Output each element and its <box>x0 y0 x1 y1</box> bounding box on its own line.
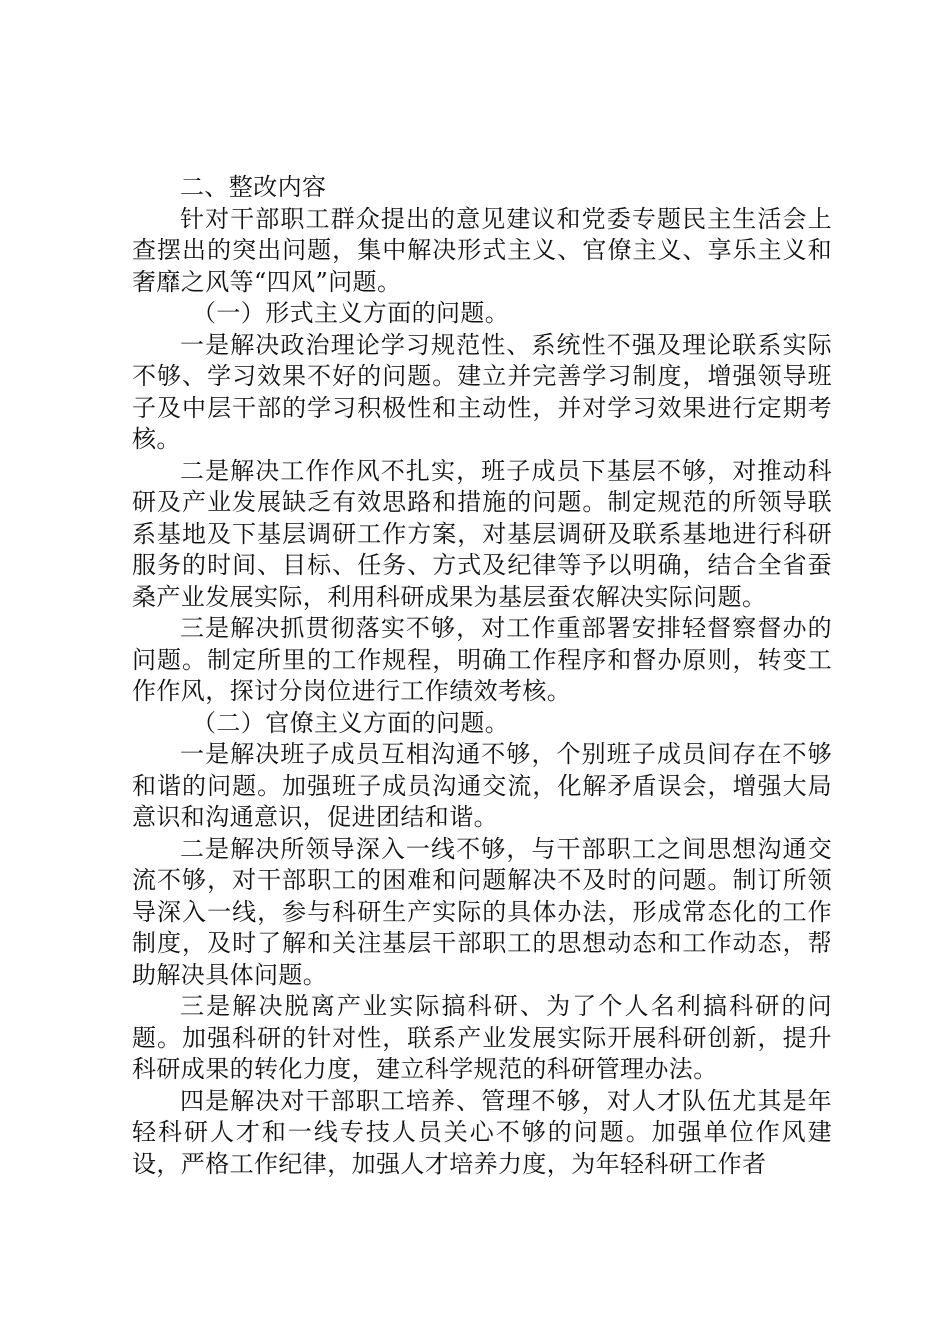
part1-item-3: 三是解决抓贯彻落实不够，对工作重部署安排轻督察督办的问题。制定所里的工作规程，明确工作程序和督办原则，转变工作作风，探讨分岗位进行工作绩效考核。 <box>132 614 832 705</box>
part2-title: （二）官僚主义方面的问题。 <box>192 708 510 737</box>
section-title: 二、整改内容 <box>180 173 327 201</box>
part2-item-3: 三是解决脱离产业实际搞科研、为了个人名利搞科研的问题。加强科研的针对性，联系产业发展实际开展科研创新，提升科研成果的转化力度，建立科学规范的科研管理办法。 <box>132 992 832 1083</box>
part2-item-2: 二是解决所领导深入一线不够，与干部职工之间思想沟通交流不够，对干部职工的困难和问题解决不及时的问题。制订所领导深入一线，参与科研生产实际的具体办法，形成常态化的工作制度，及时了解和关注基层干部职工的思想动态和工作动态，帮助解决具体问题。 <box>132 834 832 989</box>
part2-item-1: 一是解决班子成员互相沟通不够，个别班子成员间存在不够和谐的问题。加强班子成员沟通交流，化解矛盾误会，增强大局意识和沟通意识，促进团结和谐。 <box>132 740 832 831</box>
part1-item-2: 二是解决工作作风不扎实，班子成员下基层不够，对推动科研及产业发展缺乏有效思路和措施的问题。制定规范的所领导联系基地及下基层调研工作方案，对基层调研及联系基地进行科研服务的时间、目标、任务、方式及纪律等予以明确，结合全省蚕桑产业发展实际，利用科研成果为基层蚕农解决实际问题。 <box>132 456 832 611</box>
part1-item-1: 一是解决政治理论学习规范性、系统性不强及理论联系实际不够、学习效果不好的问题。建立并完善学习制度，增强领导班子及中层干部的学习积极性和主动性，并对学习效果进行定期考核。 <box>132 330 832 453</box>
document-body <box>132 172 832 1180</box>
part2-item-4: 四是解决对干部职工培养、管理不够，对人才队伍尤其是年轻科研人才和一线专技人员关心不够的问题。加强单位作风建设，严格工作纪律，加强人才培养力度，为年轻科研工作者 <box>132 1086 832 1178</box>
intro-paragraph: 针对干部职工群众提出的意见建议和党委专题民主生活会上查摆出的突出问题，集中解决形式主义、官僚主义、享乐主义和奢靡之风等“四风”问题。 <box>132 204 832 296</box>
part1-title: （一）形式主义方面的问题。 <box>192 299 510 327</box>
